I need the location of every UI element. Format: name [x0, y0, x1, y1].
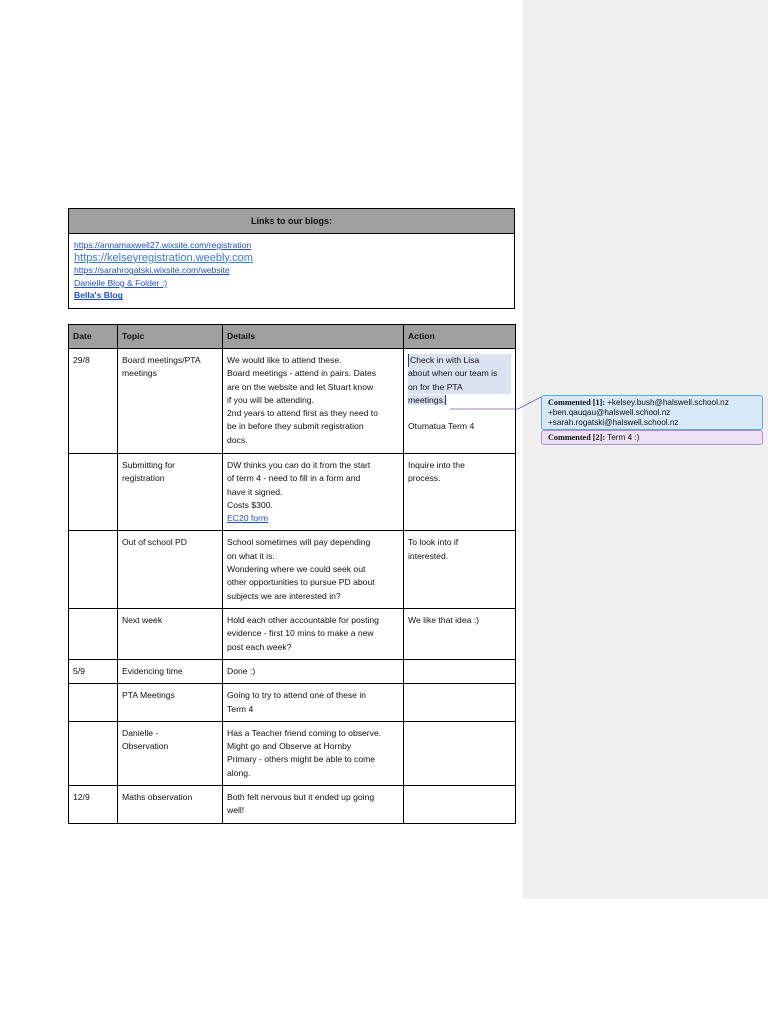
header-date: Date [69, 325, 118, 349]
commented-text[interactable]: Check in with Lisa [408, 354, 511, 367]
details-cell [223, 721, 404, 785]
comment-text: +kelsey.bush@halswell.school.nz [607, 398, 729, 407]
details-line: on what it is. [227, 550, 275, 561]
table-row [69, 531, 516, 608]
details-line: Board meetings - attend in pairs. Dates [227, 368, 377, 379]
action-line: We like that idea :) [408, 614, 480, 625]
details-line: subjects we are interested in? [227, 590, 341, 601]
details-line: Wondering where we could seek out [227, 564, 366, 575]
action-cell [404, 608, 516, 659]
date-cell [69, 684, 118, 722]
details-line: Costs $300. [227, 499, 273, 510]
action-cell [404, 659, 516, 683]
commented-text[interactable]: on for the PTA [408, 381, 511, 394]
blog-link-kelsey[interactable]: https://kelseyregistration.weebly.com [74, 251, 253, 264]
topic-cell [118, 659, 223, 683]
table-row [69, 721, 516, 785]
topic-line: Next week [122, 614, 163, 625]
date-cell [69, 608, 118, 659]
comment-text: +sarah.rogatski@halswell.school.nz [548, 418, 679, 427]
action-cell [404, 786, 516, 824]
table-row [69, 608, 516, 659]
details-cell [223, 786, 404, 824]
comment-text: Term 4 :) [607, 433, 640, 442]
details-cell [223, 608, 404, 659]
header-details: Details [223, 325, 404, 349]
details-line: Done :) [227, 665, 256, 676]
action-line: To look into if [408, 537, 459, 548]
topic-line: Danielle - [122, 727, 159, 738]
details-cell [223, 684, 404, 722]
details-line: post each week? [227, 641, 292, 652]
topic-line: registration [122, 473, 165, 484]
table-header-row [69, 325, 516, 349]
details-line: docs. [227, 434, 248, 445]
blog-links-heading: Links to our blogs: [69, 209, 514, 234]
blog-links-table [68, 208, 515, 309]
action-cell [404, 721, 516, 785]
topic-line: PTA Meetings [122, 690, 175, 701]
date-cell [69, 531, 118, 608]
commented-text-end[interactable]: meetings. [408, 394, 446, 405]
action-cell [404, 684, 516, 722]
action-line: interested. [408, 550, 449, 561]
details-line: School sometimes will pay depending [227, 537, 371, 548]
comment-balloon-2[interactable] [541, 430, 763, 445]
meeting-notes-table [68, 324, 516, 824]
details-cell [223, 659, 404, 683]
topic-line: Out of school PD [122, 537, 187, 548]
table-row [69, 454, 516, 531]
table-row [69, 349, 516, 454]
table-row [69, 684, 516, 722]
details-line: Hold each other accountable for posting [227, 614, 379, 625]
details-line: DW thinks you can do it from the start [227, 460, 371, 470]
topic-cell [118, 454, 223, 531]
details-line: have it signed. [227, 486, 283, 497]
date-cell: 12/9 [69, 786, 118, 824]
details-line: be in before they submit registration [227, 421, 364, 432]
comment-label: Commented [2]: [548, 433, 606, 442]
details-line: 2nd years to attend first as they need to [227, 408, 378, 419]
details-cell [223, 454, 404, 531]
topic-line: meetings [122, 368, 157, 379]
topic-line: Observation [122, 741, 169, 752]
details-line: Both felt nervous but it ended up going [227, 792, 375, 803]
topic-cell [118, 684, 223, 722]
comment-label: Commented [1]: [548, 398, 606, 407]
blog-link-danielle[interactable]: Danielle Blog & Folder :) [74, 277, 168, 288]
topic-cell [118, 721, 223, 785]
details-line: well! [227, 805, 245, 816]
details-line: evidence - first 10 mins to make a new [227, 628, 374, 639]
details-cell [223, 349, 404, 454]
details-line: Primary - others might be able to come [227, 754, 376, 765]
action-line: process. [408, 473, 441, 484]
topic-cell [118, 786, 223, 824]
table-row [69, 659, 516, 683]
details-line: of term 4 - need to fill in a form and [227, 473, 361, 484]
topic-cell [118, 349, 223, 454]
date-cell [69, 721, 118, 785]
topic-line: Submitting for [122, 460, 176, 470]
details-line: along. [227, 767, 251, 778]
topic-line: Maths observation [122, 792, 193, 803]
date-cell [69, 454, 118, 531]
details-line: Might go and Observe at Hornby [227, 741, 352, 752]
date-cell: 29/8 [69, 349, 118, 454]
topic-line: Evidencing time [122, 665, 183, 676]
blog-link-bella[interactable]: Bella's Blog [74, 290, 123, 301]
ec20-form-link[interactable]: EC20 form [227, 513, 269, 524]
details-line: are on the website and let Stuart know [227, 381, 374, 392]
details-line: Going to try to attend one of these in [227, 690, 367, 701]
date-cell: 5/9 [69, 659, 118, 683]
details-line: Has a Teacher friend coming to observe. [227, 727, 382, 738]
details-line: if you will be attending. [227, 394, 314, 405]
topic-cell [118, 531, 223, 608]
blog-links-list [69, 234, 514, 302]
comment-balloon-1[interactable] [541, 395, 763, 430]
table-row [69, 786, 516, 824]
blog-link-anna[interactable]: https://annamaxwell27.wixsite.com/registration [74, 240, 252, 250]
comment-connector [450, 396, 542, 412]
topic-cell [118, 608, 223, 659]
details-cell [223, 531, 404, 608]
details-line: We would like to attend these. [227, 355, 342, 365]
comment-text: +ben.qauqau@halswell.school.nz [548, 408, 671, 417]
action-cell [404, 531, 516, 608]
details-line: Term 4 [227, 703, 254, 714]
header-action: Action [404, 325, 516, 349]
action-cell [404, 454, 516, 531]
action-line[interactable]: Otumatua Term 4 [408, 421, 475, 432]
comment-pane [523, 0, 768, 899]
header-topic: Topic [118, 325, 223, 349]
commented-text[interactable]: about when our team is [408, 367, 511, 380]
blog-link-sarah[interactable]: https://sarahrogatski.wixsite.com/website [74, 265, 230, 276]
topic-line: Board meetings/PTA [122, 355, 201, 365]
action-line: Inquire into the [408, 460, 465, 470]
details-line: other opportunities to pursue PD about [227, 577, 375, 588]
